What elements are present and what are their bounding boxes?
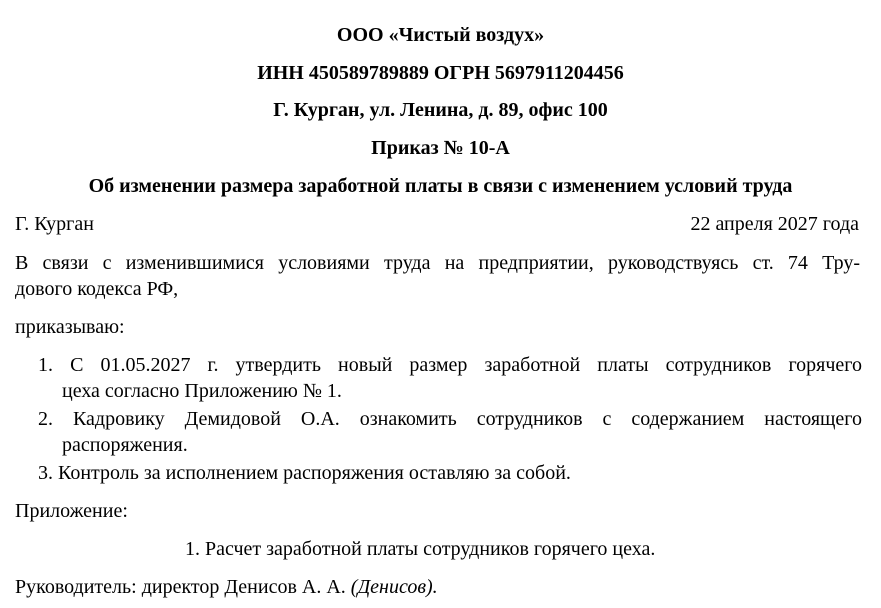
company-ids: ИНН 450589789889 ОГРН 5697911204456 <box>257 62 624 84</box>
appendix-label: Приложение: <box>15 500 128 522</box>
signature-line <box>15 574 438 600</box>
signature-name: (Денисов). <box>350 576 438 598</box>
preamble-line-1: В связи с изменившимися условиями труда на предприятии, руководствуясь ст. 74 Тру- <box>15 252 860 274</box>
list-item-1-line-1: 1. С 01.05.2027 г. утвердить новый размер заработной платы сотрудников горячего <box>38 354 862 376</box>
list-item-1-line-2: цеха согласно Приложению № 1. <box>62 380 342 402</box>
list-item-2-line-1: 2. Кадровику Демидовой О.А. ознакомить сотрудников с содержанием настоящего <box>38 408 862 430</box>
company-name: ООО «Чистый воздух» <box>336 24 545 46</box>
list-item-2-line-2: распоряжения. <box>62 434 188 456</box>
preamble-line-2: дового кодекса РФ, <box>15 278 179 300</box>
signature-text: Руководитель: директор Денисов А. А. <box>15 576 351 598</box>
order-number: Приказ № 10-А <box>371 137 510 159</box>
order-title: Об изменении размера заработной платы в связи с изменением условий труда <box>88 175 793 197</box>
order-date: 22 апреля 2027 года <box>690 213 859 235</box>
order-word: приказываю: <box>15 316 125 338</box>
appendix-item: 1. Расчет заработной платы сотрудников горячего цеха. <box>185 538 656 560</box>
list-item-3: 3. Контроль за исполнением распоряжения оставляю за собой. <box>38 462 571 484</box>
company-address: Г. Курган, ул. Ленина, д. 89, офис 100 <box>273 99 608 121</box>
city: Г. Курган <box>15 213 94 235</box>
